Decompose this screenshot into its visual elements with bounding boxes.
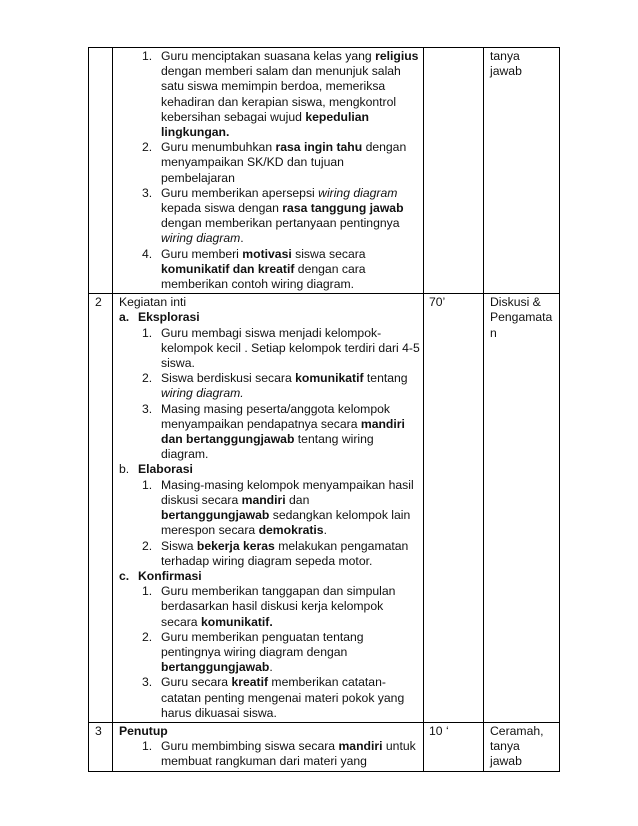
row-number bbox=[89, 48, 113, 294]
item-text: . bbox=[323, 523, 327, 538]
activity-cell bbox=[113, 294, 424, 723]
item-text: kepedulian lingkungan. bbox=[161, 109, 369, 140]
item-text: mandiri dan bertanggungjawab bbox=[161, 416, 405, 447]
item-text: Guru membimbing siswa secara bbox=[161, 739, 339, 754]
item-text: demokratis bbox=[258, 523, 324, 538]
method-cell: Ceramah, tanya jawab bbox=[484, 722, 560, 771]
item-text: wiring diagram bbox=[161, 231, 241, 246]
item-number: 1. bbox=[142, 477, 153, 492]
list-item bbox=[142, 629, 421, 676]
table-row bbox=[89, 48, 560, 294]
activity-list bbox=[119, 584, 421, 721]
item-text: religius bbox=[375, 49, 419, 63]
item-text: Guru menumbuhkan bbox=[161, 140, 276, 155]
method-cell: tanya jawab bbox=[484, 48, 560, 294]
item-number: 3. bbox=[142, 675, 153, 690]
item-text: kepada siswa dengan bbox=[161, 201, 283, 216]
section-heading bbox=[119, 569, 421, 584]
activity-list bbox=[119, 478, 421, 569]
item-text: Masing masing peserta/anggota kelompok menyampaikan pendapatnya secara bbox=[161, 401, 390, 431]
item-text: Guru secara bbox=[161, 675, 232, 690]
list-item bbox=[142, 739, 421, 769]
section-title: Konfirmasi bbox=[138, 568, 202, 583]
activity-list bbox=[119, 49, 421, 292]
list-item bbox=[142, 371, 421, 401]
table-row bbox=[89, 722, 560, 771]
list-item bbox=[142, 477, 421, 539]
item-number: 3. bbox=[142, 185, 153, 200]
item-number: 2. bbox=[142, 538, 153, 553]
item-text: wiring diagram bbox=[318, 185, 398, 200]
section-heading bbox=[119, 310, 421, 325]
item-number: 1. bbox=[142, 584, 153, 599]
item-text: mandiri bbox=[241, 492, 286, 507]
item-text: Guru memberikan tanggapan dan simpulan berdasarkan hasil diskusi kerja kelompok secara bbox=[161, 584, 396, 629]
row-number: 3 bbox=[89, 722, 113, 771]
item-text: dengan memberikan pertanyaan pentingnya bbox=[161, 216, 400, 231]
item-number: 1. bbox=[142, 325, 153, 340]
item-text: dan bbox=[285, 492, 310, 507]
list-item bbox=[142, 538, 421, 569]
item-text: Siswa berdiskusi secara bbox=[161, 371, 296, 386]
item-text: rasa tanggung jawab bbox=[282, 201, 404, 216]
item-text: komunikatif bbox=[295, 371, 364, 386]
item-text: komunikatif. bbox=[200, 614, 273, 629]
item-text: dengan menyampaikan SK/KD dan tujuan pembelajaran bbox=[161, 140, 407, 185]
item-text: komunikatif dan kreatif bbox=[161, 261, 295, 276]
item-text: Guru memberikan penguatan tentang pentingnya wiring diagram dengan bbox=[161, 629, 364, 659]
item-number: 3. bbox=[142, 401, 153, 416]
item-number: 2. bbox=[142, 140, 153, 155]
item-text: rasa ingin tahu bbox=[275, 140, 363, 155]
section-heading bbox=[119, 462, 421, 477]
time-cell: 70’ bbox=[424, 294, 484, 723]
list-item bbox=[142, 246, 421, 293]
method-cell: Diskusi & Pengamata n bbox=[484, 294, 560, 723]
item-text: siswa secara bbox=[291, 246, 366, 261]
section-title: Elaborasi bbox=[138, 462, 193, 477]
item-text: dengan memberi salam dan menunjuk salah satu siswa memimpin berdoa, memeriksa kehadiran dan kerapian siswa, mengkontrol kebersihan sebagai wujud bbox=[161, 64, 401, 124]
item-number: 1. bbox=[142, 49, 153, 63]
item-text: Siswa bbox=[161, 538, 197, 553]
list-item bbox=[142, 325, 421, 372]
item-text: Guru memberikan apersepsi bbox=[161, 185, 319, 200]
item-number: 4. bbox=[142, 246, 153, 261]
item-text: bertanggungjawab bbox=[161, 508, 270, 523]
item-text: kreatif bbox=[231, 675, 269, 690]
item-text: Guru memberi bbox=[161, 246, 243, 261]
item-text: Masing-masing kelompok menyampaikan hasil diskusi secara bbox=[161, 477, 414, 507]
item-text: mandiri bbox=[338, 739, 383, 754]
item-text: untuk membuat rangkuman dari materi yang bbox=[161, 739, 416, 769]
item-text: motivasi bbox=[242, 246, 292, 261]
item-text: memberikan catatan-catatan penting mengenai materi pokok yang harus dikuasai siswa. bbox=[161, 675, 405, 720]
time-cell: 10 ‘ bbox=[424, 722, 484, 771]
phase-sections bbox=[119, 310, 421, 720]
item-number: 2. bbox=[142, 371, 153, 386]
list-item bbox=[142, 49, 421, 140]
section-marker: a. bbox=[119, 310, 130, 325]
activity-list bbox=[119, 326, 421, 463]
activity-list bbox=[119, 739, 421, 769]
time-cell bbox=[424, 48, 484, 294]
activity-cell bbox=[113, 722, 424, 771]
list-item bbox=[142, 401, 421, 463]
item-text: . bbox=[269, 660, 273, 675]
lesson-plan-table bbox=[88, 47, 560, 772]
item-number: 1. bbox=[142, 739, 153, 754]
item-text: . bbox=[240, 231, 244, 246]
phase-heading: Penutup bbox=[119, 723, 168, 738]
activity-cell bbox=[113, 48, 424, 294]
item-text: dengan cara memberikan contoh wiring diagram. bbox=[161, 261, 366, 292]
item-text: tentang bbox=[363, 371, 408, 386]
list-item bbox=[142, 185, 421, 247]
phase-heading: Kegiatan inti bbox=[119, 295, 187, 310]
item-text: Guru menciptakan suasana kelas yang bbox=[161, 49, 376, 63]
item-text: wiring diagram. bbox=[161, 386, 244, 401]
section-marker: b. bbox=[119, 462, 130, 477]
item-text: sedangkan kelompok lain merespon secara bbox=[161, 508, 411, 538]
list-item bbox=[142, 140, 421, 186]
item-text: melakukan pengamatan terhadap wiring diagram sepeda motor. bbox=[161, 538, 409, 568]
item-text: bertanggungjawab bbox=[161, 660, 270, 675]
row-number: 2 bbox=[89, 294, 113, 723]
table-row bbox=[89, 294, 560, 723]
list-item bbox=[142, 675, 421, 721]
list-item bbox=[142, 584, 421, 630]
item-text: tentang wiring diagram. bbox=[161, 432, 374, 462]
item-number: 2. bbox=[142, 629, 153, 644]
section-title: Eksplorasi bbox=[138, 310, 200, 325]
item-text: Guru membagi siswa menjadi kelompok-kelompok kecil . Setiap kelompok terdiri dari 4-5 siswa. bbox=[161, 325, 420, 371]
section-marker: c. bbox=[119, 568, 130, 583]
item-text: bekerja keras bbox=[196, 538, 275, 553]
